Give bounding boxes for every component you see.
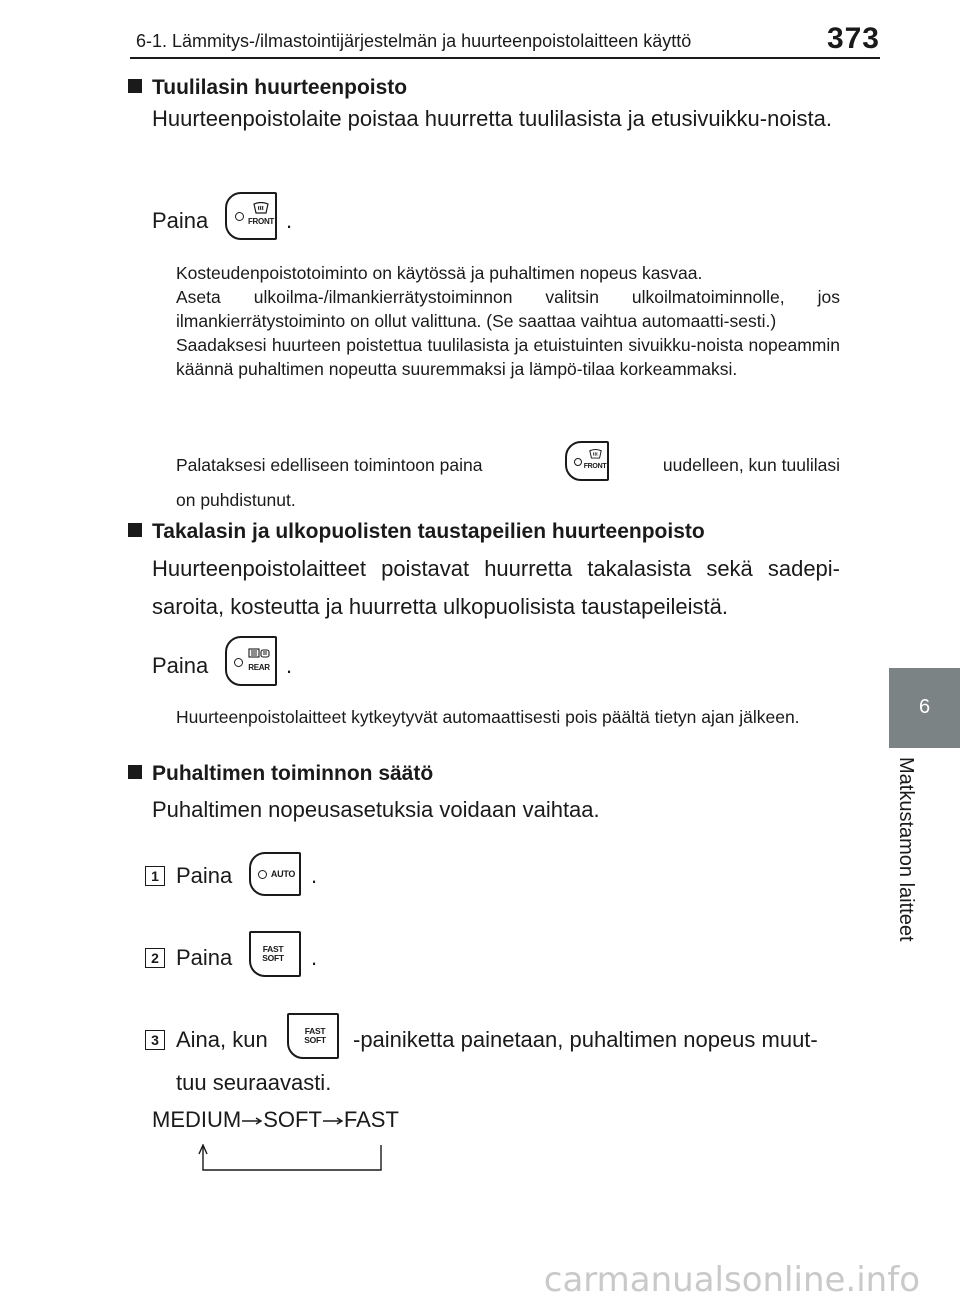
windshield-notes [176,261,840,381]
page-number: 373 [826,22,880,55]
windshield-defog-icon [589,449,602,459]
page-header [0,0,960,60]
indicator-light-icon [234,658,243,667]
step-3-after: -painiketta painetaan, puhaltimen nopeus muut- [353,1027,818,1052]
sequence-item: MEDIUM [152,1107,242,1132]
arrow-right-icon [241,1117,263,1127]
rear-note: Huurteenpoistolaitteet kytkeytyvät automaattisesti pois päältä tietyn ajan jälkeen. [176,707,800,727]
rear-button-label: REAR [248,663,270,672]
header-divider [130,57,880,59]
note-line: Aseta ulkoilma-/ilmankierrätystoiminnon valitsin ulkoilmatoiminnolle, jos ilmankierrätystoiminto on ollut valittuna. (Se saattaa vaihtua automaatti-sesti.) [176,287,840,331]
soft-label: SOFT [304,1035,326,1045]
front-defogger-button-small-icon [565,441,609,481]
rear-press-line [152,653,208,679]
chapter-title: 6-1. Lämmitys-/ilmastointijärjestelmän ja huurteenpoistolaitteen käyttö [136,31,692,51]
press-label: Paina [152,208,209,233]
chapter-side-label [894,757,930,947]
sequence-item: FAST [343,1107,399,1132]
indicator-light-icon [258,870,267,879]
auto-button-icon [249,852,301,896]
section-heading-fan [128,762,433,786]
sequence-item: SOFT [263,1107,322,1132]
windshield-intro: Huurteenpoistolaite poistaa huurretta tuulilasista ja etusivuikku-noista. [152,106,832,131]
front-defogger-button-icon [225,192,277,240]
return-note-after: uudelleen, kun tuulilasi [662,455,840,475]
press-label: Paina [152,653,209,678]
note-line: Kosteudenpoistotoiminto on käytössä ja puhaltimen nopeus kasvaa. [176,263,703,283]
step-number-1: 1 [145,866,165,886]
rear-defogger-button-icon [225,636,277,686]
step-3-before: Aina, kun [176,1027,268,1052]
step-1-after: . [311,863,318,888]
square-bullet-icon [128,79,142,93]
windshield-defog-icon [253,202,269,214]
period: . [286,208,293,233]
fast-soft-button-icon [287,1013,339,1059]
rear-intro: Huurteenpoistolaitteet poistavat huurretta takalasista sekä sadepi-saroita, kosteutta ja huurretta ulkopuolisista taustapeileistä. [152,556,840,619]
heading-text: Tuulilasin huurteenpoisto [152,76,408,99]
fan-intro: Puhaltimen nopeusasetuksia voidaan vaihtaa. [152,797,600,822]
auto-button-label: AUTO [270,869,296,879]
step-number-2: 2 [145,948,165,968]
fan-speed-sequence [152,1107,399,1133]
square-bullet-icon [128,765,142,779]
step-number-3: 3 [145,1030,165,1050]
chapter-number: 6 [918,696,931,718]
front-button-label: FRONT [247,217,275,226]
fast-label: FAST [262,944,284,954]
windshield-press-line [152,208,208,234]
soft-label: SOFT [262,953,284,963]
fast-soft-button-icon [249,931,301,977]
return-note-before: Palataksesi edelliseen toimintoon paina [176,455,483,475]
fast-label: FAST [304,1026,326,1036]
heading-text: Puhaltimen toiminnon säätö [152,762,434,785]
indicator-light-icon [574,458,582,466]
period: . [286,653,293,678]
note-line: Saadaksesi huurteen poistettua tuulilasista ja etuistuinten sivuikku-noista nopeammin käännä puhaltimen nopeutta suuremmaksi ja lämpö-tilaa korkeammaksi. [176,335,840,379]
indicator-light-icon [235,212,244,221]
step-1-before: Paina [176,863,233,888]
chapter-side-label-text: Matkustamon laitteet [895,757,917,942]
chapter-tab [889,668,960,748]
square-bullet-icon [128,523,142,537]
loop-back-arrow-icon [198,1144,388,1174]
section-heading-windshield [128,76,407,100]
rear-window-mirror-defog-icon [248,648,270,658]
step-2-after: . [311,945,318,970]
step-3-line2: tuu seuraavasti. [176,1070,332,1095]
watermark: carmanualsonline.info [543,1260,920,1300]
return-note-line2: on puhdistunut. [176,490,296,510]
step-2-before: Paina [176,945,233,970]
heading-text: Takalasin ja ulkopuolisten taustapeilien huurteenpoisto [152,520,705,543]
arrow-right-icon [322,1117,344,1127]
front-button-label: FRONT [583,463,607,470]
section-heading-rear [128,520,705,544]
